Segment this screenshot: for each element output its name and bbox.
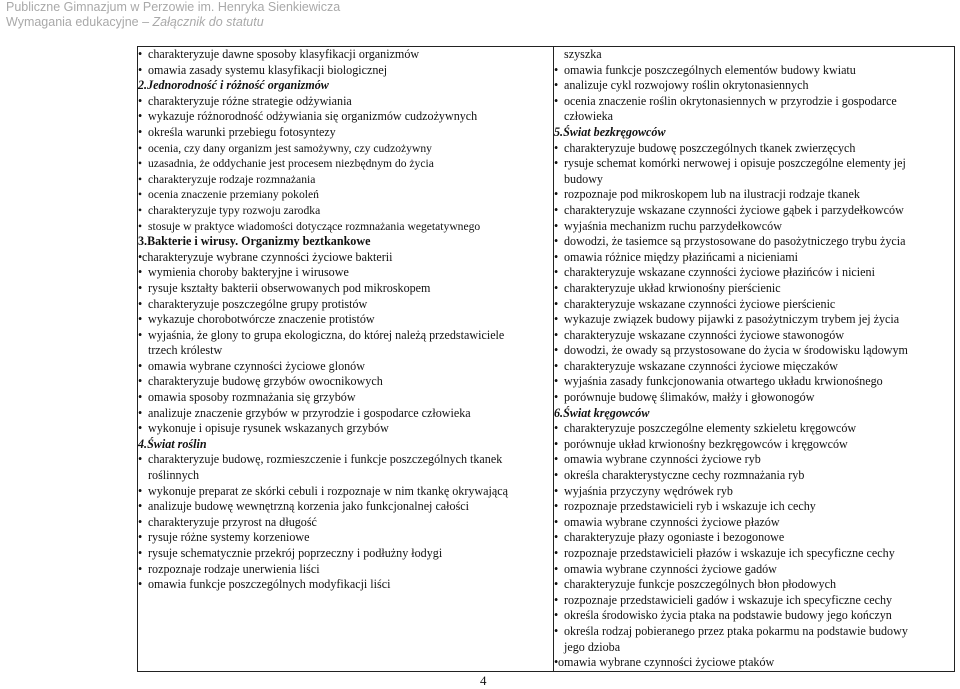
list-item: • porównuje budowę ślimaków, małży i głowonogów xyxy=(554,390,954,406)
list-item: • omawia zasady systemu klasyfikacji biologicznej xyxy=(138,63,553,79)
list-item: • ocenia znaczenie przemiany pokoleń xyxy=(138,187,553,203)
section-heading: 2.Jednorodność i różność organizmów xyxy=(138,78,329,93)
left-column xyxy=(138,47,554,672)
list-item-continuation: jego dzioba xyxy=(564,639,621,654)
list-item: • wyjaśnia, że glony to grupa ekologiczna, do której należą przedstawiciele xyxy=(138,328,553,344)
list-item: • uzasadnia, że oddychanie jest procesem niezbędnym do życia xyxy=(138,156,553,172)
table-row xyxy=(138,47,955,672)
list-item: • omawia wybrane czynności życiowe glonów xyxy=(138,359,553,375)
list-item: • omawia funkcje poszczególnych elementów budowy kwiatu xyxy=(554,63,954,79)
list-item: • wykonuje i opisuje rysunek wskazanych grzybów xyxy=(138,421,553,437)
list-item: • wykazuje chorobotwórcze znaczenie protistów xyxy=(138,312,553,328)
header-subtitle-attachment: Załącznik do statutu xyxy=(152,15,264,29)
list-item: • rysuje schematycznie przekrój poprzeczny i podłużny łodygi xyxy=(138,546,553,562)
list-item: • charakteryzuje funkcje poszczególnych błon płodowych xyxy=(554,577,954,593)
list-item: • analizuje budowę wewnętrzną korzenia jako funkcjonalnej całości xyxy=(138,499,553,515)
list-item: • określa warunki przebiegu fotosyntezy xyxy=(138,125,553,141)
list-item: • dowodzi, że tasiemce są przystosowane do pasożytniczego trybu życia xyxy=(554,234,954,250)
list-item: • rozpoznaje przedstawicieli gadów i wskazuje ich specyficzne cechy xyxy=(554,593,954,609)
list-item: • porównuje układ krwionośny bezkręgowców i kręgowców xyxy=(554,437,954,453)
list-item: • stosuje w praktyce wiadomości dotyczące rozmnażania wegetatywnego xyxy=(138,219,553,235)
list-item-continuation: roślinnych xyxy=(148,468,200,483)
list-item: • wyjaśnia przyczyny wędrówek ryb xyxy=(554,484,954,500)
list-item: • wyjaśnia zasady funkcjonowania otwartego układu krwionośnego xyxy=(554,374,954,390)
list-item: • wykazuje różnorodność odżywiania się organizmów cudzożywnych xyxy=(138,109,553,125)
section-heading: 4.Świat roślin xyxy=(138,436,207,451)
list-item: • rysuje schemat komórki nerwowej i opisuje poszczególne elementy jej xyxy=(554,156,954,172)
header-school-name: Publiczne Gimnazjum w Perzowie im. Henryka Sienkiewicza xyxy=(6,0,341,14)
list-item: • rozpoznaje przedstawicieli ryb i wskazuje ich cechy xyxy=(554,499,954,515)
list-item: • omawia wybrane czynności życiowe gadów xyxy=(554,562,954,578)
list-item: • omawia różnice między płazińcami a nicieniami xyxy=(554,250,954,266)
list-item: • charakteryzuje płazy ogoniaste i bezogonowe xyxy=(554,530,954,546)
list-item: • charakteryzuje dawne sposoby klasyfikacji organizmów xyxy=(138,47,553,63)
list-item: • wyjaśnia mechanizm ruchu parzydełkowców xyxy=(554,219,954,235)
list-item: • charakteryzuje rodzaje rozmnażania xyxy=(138,172,553,188)
header-subtitle-main: Wymagania edukacyjne – xyxy=(6,15,153,29)
list-item: • charakteryzuje poszczególne grupy protistów xyxy=(138,297,553,313)
list-item: • rozpoznaje przedstawicieli płazów i wskazuje ich specyficzne cechy xyxy=(554,546,954,562)
page-header xyxy=(6,0,340,30)
list-item: • analizuje cykl rozwojowy roślin okrytonasiennych xyxy=(554,78,954,94)
list-item: • rysuje kształty bakterii obserwowanych pod mikroskopem xyxy=(138,281,553,297)
list-item: • rozpoznaje rodzaje unerwienia liści xyxy=(138,562,553,578)
header-subtitle xyxy=(6,15,340,30)
list-item: • omawia sposoby rozmnażania się grzybów xyxy=(138,390,553,406)
list-item: • wymienia choroby bakteryjne i wirusowe xyxy=(138,265,553,281)
list-item-continuation: szyszka xyxy=(564,47,602,61)
list-item: • omawia wybrane czynności życiowe ryb xyxy=(554,452,954,468)
right-column xyxy=(554,47,955,672)
section-heading: 3.Bakterie i wirusy. Organizmy beztkankowe xyxy=(138,234,371,249)
list-item: • charakteryzuje wskazane czynności życiowe płazińców i nicieni xyxy=(554,265,954,281)
list-item: • charakteryzuje wybrane czynności życiowe bakterii xyxy=(138,250,553,266)
list-item: • charakteryzuje typy rozwoju zarodka xyxy=(138,203,553,219)
list-item: • rozpoznaje pod mikroskopem lub na ilustracji rodzaje tkanek xyxy=(554,187,954,203)
list-item: • określa rodzaj pobieranego przez ptaka pokarmu na podstawie budowy xyxy=(554,624,954,640)
list-item: • ocenia, czy dany organizm jest samożywny, czy cudzożywny xyxy=(138,141,553,157)
list-item: • charakteryzuje układ krwionośny pierścienic xyxy=(554,281,954,297)
list-item-continuation: trzech królestw xyxy=(148,343,223,358)
list-item-continuation: budowy xyxy=(564,171,603,186)
list-item: • dowodzi, że owady są przystosowane do życia w środowisku lądowym xyxy=(554,343,954,359)
list-item: • określa charakterystyczne cechy rozmnażania ryb xyxy=(554,468,954,484)
section-heading: 6.Świat kręgowców xyxy=(554,405,650,420)
list-item: • charakteryzuje wskazane czynności życiowe stawonogów xyxy=(554,328,954,344)
list-item: • charakteryzuje wskazane czynności życiowe pierścienic xyxy=(554,297,954,313)
list-item: • charakteryzuje poszczególne elementy szkieletu kręgowców xyxy=(554,421,954,437)
list-item-continuation: człowieka xyxy=(564,109,614,124)
list-item: • ocenia znaczenie roślin okrytonasiennych w przyrodzie i gospodarce xyxy=(554,94,954,110)
requirements-table xyxy=(137,46,955,672)
list-item: • wykazuje związek budowy pijawki z pasożytniczym trybem jej życia xyxy=(554,312,954,328)
list-item: • rysuje różne systemy korzeniowe xyxy=(138,530,553,546)
list-item: • charakteryzuje różne strategie odżywiania xyxy=(138,94,553,110)
list-item: • charakteryzuje przyrost na długość xyxy=(138,515,553,531)
page-number: 4 xyxy=(480,673,487,688)
list-item: • charakteryzuje budowę poszczególnych tkanek zwierzęcych xyxy=(554,141,954,157)
list-item: • omawia wybrane czynności życiowe płazów xyxy=(554,515,954,531)
list-item: • omawia funkcje poszczególnych modyfikacji liści xyxy=(138,577,553,593)
list-item: • analizuje znaczenie grzybów w przyrodzie i gospodarce człowieka xyxy=(138,406,553,422)
list-item: • charakteryzuje wskazane czynności życiowe gąbek i parzydełkowców xyxy=(554,203,954,219)
list-item: • określa środowisko życia ptaka na podstawie budowy jego kończyn xyxy=(554,608,954,624)
list-item: • charakteryzuje budowę grzybów owocnikowych xyxy=(138,374,553,390)
list-item: • omawia wybrane czynności życiowe ptaków xyxy=(554,655,954,671)
list-item: • wykonuje preparat ze skórki cebuli i rozpoznaje w nim tkankę okrywającą xyxy=(138,484,553,500)
list-item: • charakteryzuje wskazane czynności życiowe mięczaków xyxy=(554,359,954,375)
list-item: • charakteryzuje budowę, rozmieszczenie i funkcje poszczególnych tkanek xyxy=(138,452,553,468)
section-heading: 5.Świat bezkręgowców xyxy=(554,124,666,139)
